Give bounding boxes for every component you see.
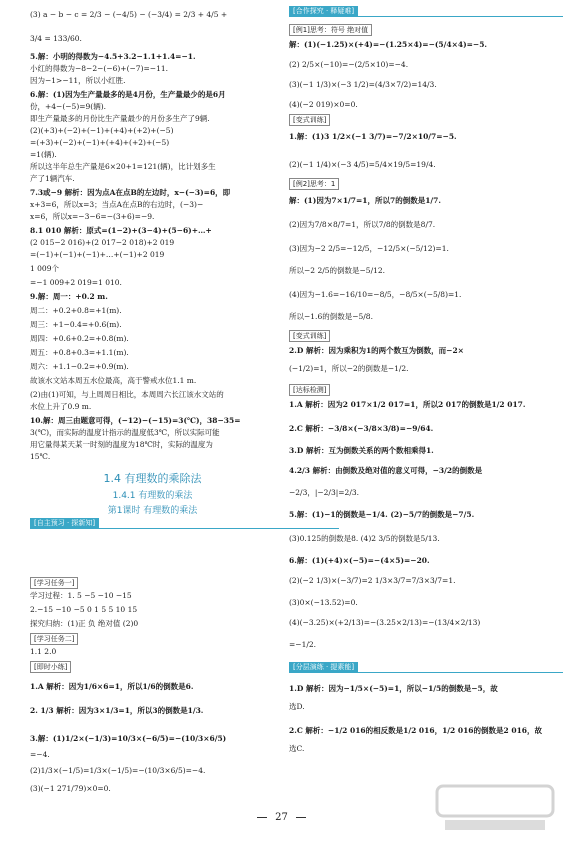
right-line [289, 80, 437, 90]
left-line [30, 633, 78, 645]
left-line [30, 376, 196, 386]
line-text: 3/4 = 133/60. [30, 34, 82, 43]
line-text: =−1 009+2 019=1 010. [30, 278, 122, 287]
right-line [289, 178, 339, 190]
line-text: 学习过程：1. 5 −5 −10 −15 [30, 591, 132, 600]
right-line [289, 114, 330, 126]
line-text: 2.C 解析：−3/8×(−3/8×3/8)=−9/64. [289, 424, 434, 433]
right-line [289, 488, 359, 498]
line-text: (−1/2)=1，所以−2的倒数是−1/2. [289, 364, 409, 373]
line-text: 3.解：(1)1/2×(−1/3)=10/3×(−6/5)=−(10/3×6/5) [30, 734, 227, 743]
line-text: (2)(+3)+(−2)+(−1)+(+4)+(+2)+(−5) [30, 126, 174, 135]
right-line [289, 132, 457, 142]
left-line [30, 64, 168, 74]
right-line [289, 384, 330, 396]
right-line [289, 744, 304, 754]
line-text: [例1]思考：符号 绝对值 [293, 26, 369, 34]
line-text: 所以这半年总生产量是6×20+1=121(辆)，比计划多生 [30, 162, 216, 171]
left-line [30, 150, 57, 160]
line-text: 即生产量最多的月份比生产量最少的月份多生产了9辆. [30, 114, 210, 123]
line-text: (2)1/3×(−1/5)=1/3×(−1/5)=−(10/3×6/5)=−4. [30, 766, 206, 775]
line-text: 周六：+1.1−0.2=+0.9(m). [30, 362, 129, 371]
section-tag-preview: [自主预习 · 探新知] [30, 518, 99, 529]
line-text: 水位上升了0.9 m. [30, 402, 92, 411]
line-text: 6.解：(1)(+4)×(−5)=−(4×5)=−20. [289, 556, 430, 565]
left-line [30, 577, 78, 589]
right-line [289, 424, 433, 434]
line-text: 1 009个 [30, 264, 59, 273]
line-text: (2)因为7/8×8/7=1，所以7/8的倒数是8/7. [289, 220, 436, 229]
right-line [289, 60, 408, 70]
left-line [30, 278, 122, 288]
left-line [30, 264, 59, 274]
left-line [30, 784, 111, 794]
left-line [30, 440, 213, 450]
line-text: 3(℃)，而实际的温度计指示的温度低3℃，所以实际可能 [30, 428, 220, 437]
line-text: =−4. [30, 750, 50, 759]
line-text: 探究归纳：(1)正 负 绝对值 (2)0 [30, 619, 139, 628]
left-line [30, 390, 224, 400]
left-line [30, 250, 164, 260]
line-text: 周五：+0.8+0.3=+1.1(m). [30, 348, 129, 357]
line-text: 1.D 解析：因为−1/5×(−5)=1，所以−1/5的倒数是−5，故 [289, 684, 498, 693]
line-text: [学习任务二] [34, 635, 75, 643]
line-text: (3)(−1 1/3)×(−3 1/2)=(4/3×7/2)=14/3. [289, 80, 437, 89]
line-text: [例2]思考：1 [293, 180, 336, 188]
line-text: 2.D 解析：因为乘积为1的两个数互为倒数，而−2× [289, 346, 464, 355]
left-line [30, 428, 220, 438]
line-text: (4)(−3.25)×(+2/13)=−(3.25×2/13)=−(13/4×2/13) [289, 618, 481, 627]
line-text: 2.−15 −10 −5 0 1 5 5 10 15 [30, 605, 138, 614]
line-text: 6.解：(1)因为生产量最多的是4月份，生产量最少的是6月 [30, 90, 226, 99]
line-text: 周二：+0.2+0.8=+1(m). [30, 306, 122, 315]
left-line [30, 10, 227, 20]
right-line [289, 244, 449, 254]
right-line [289, 534, 440, 544]
left-line [30, 226, 212, 236]
left-line [30, 102, 106, 112]
section-tag-cooperative: [合作探究 · 释疑难] [289, 6, 358, 17]
right-line [289, 466, 482, 476]
line-text: (3)(−1 271/79)×0=0. [30, 784, 111, 793]
line-text: 因为−1>−11，所以小红胜. [30, 76, 126, 85]
left-line [30, 212, 154, 222]
left-line [30, 238, 174, 248]
right-line [289, 220, 435, 230]
left-line [30, 52, 196, 62]
lesson-title: 1.4 有理数的乘除法 [103, 472, 202, 485]
line-text: 产了1辆汽车. [30, 174, 75, 183]
right-line [289, 556, 430, 566]
line-text: x+3=6，所以x=3；当点A在点B的右边时，(−3)− [30, 200, 204, 209]
left-line [30, 90, 226, 100]
left-line [30, 138, 169, 148]
line-text: =(−1)+(−1)+(−1)+…+(−1)+2 019 [30, 250, 165, 259]
line-text: 选C. [289, 744, 305, 753]
left-line [30, 605, 137, 615]
right-line [289, 24, 372, 36]
left-line [30, 661, 71, 673]
line-text: 所以−2 2/5的倒数是−5/12. [289, 266, 386, 275]
line-text: (4)因为−1.6=−16/10=−8/5，−8/5×(−5/8)=1. [289, 290, 462, 299]
right-line [289, 40, 487, 50]
left-column [30, 0, 275, 812]
right-line [289, 160, 436, 170]
left-line [30, 452, 50, 462]
left-line [30, 188, 230, 198]
line-text: 5.解：(1)−1的倒数是−1/4. (2)−5/7的倒数是−7/5. [289, 510, 475, 519]
left-line [30, 126, 174, 136]
line-text: 1.A 解析：因为2 017×1/2 017=1，所以2 017的倒数是1/2 017. [289, 400, 526, 409]
line-text: 9.解：周一：+0.2 m. [30, 292, 108, 301]
left-line [30, 306, 122, 316]
line-text: (2) 2/5×(−10)=−(2/5×10)=−4. [289, 60, 409, 69]
left-line [30, 402, 91, 412]
right-line [289, 684, 498, 694]
subsection-title: 1.4.1 有理数的乘法 [112, 491, 193, 501]
line-text: 2. 1/3 解析：因为3×1/3=1，所以3的倒数是1/3. [30, 706, 204, 715]
watermark-logo [435, 784, 555, 834]
line-text: 4.2/3 解析：由倒数及绝对值的意义可得，−3/2的倒数是 [289, 466, 483, 475]
line-text: 解：(1)因为7×1/7=1，所以7的倒数是1/7. [289, 196, 442, 205]
left-line [30, 750, 50, 760]
left-line [30, 174, 75, 184]
left-line [30, 591, 132, 601]
line-text: 7.3或−9 解析：因为点A在点B的左边时，x−(−3)=6，即 [30, 188, 231, 197]
line-text: [变式训练] [293, 116, 327, 124]
left-line [30, 362, 129, 372]
line-text: 用它量得某天某一时刻的温度为18℃时，实际的温度为 [30, 440, 213, 449]
left-line [30, 34, 82, 44]
left-line [30, 320, 122, 330]
left-line [30, 619, 138, 629]
line-text: 5.解：小明的得数为−4.5+3.2−1.1+1.4=−1. [30, 52, 196, 61]
right-line [289, 290, 461, 300]
line-text: [学习任务一] [34, 579, 75, 587]
right-line [289, 446, 434, 456]
left-line [30, 647, 56, 657]
right-line [289, 100, 358, 110]
right-line [289, 726, 542, 736]
line-text: x=6，所以x=−3−6=−(3+6)=−9. [30, 212, 155, 221]
right-line [289, 598, 358, 608]
line-text: 解：(1)(−1.25)×(+4)=−(1.25×4)=−(5/4×4)=−5. [289, 40, 488, 49]
line-text: (4)(−2 019)×0=0. [289, 100, 358, 109]
line-text: 10.解：周三由题意可得，(−12)−(−15)=3(℃)，38−35= [30, 416, 241, 425]
right-line [289, 196, 441, 206]
left-line [30, 682, 193, 692]
line-text: 8.1 010 解析：原式=(1−2)+(3−4)+(5−6)+…+ [30, 226, 212, 235]
line-text: (3)0×(−13.52)=0. [289, 598, 358, 607]
line-text: [达标检测] [293, 386, 327, 394]
page-number: 27 [0, 812, 563, 823]
line-text: 1.1 2.0 [30, 647, 57, 656]
left-line [30, 162, 216, 172]
line-text: 3.D 解析：互为倒数关系的两个数相乘得1. [289, 446, 434, 455]
right-line [289, 640, 316, 650]
line-text: (3)0.125的倒数是8. (4)2 3/5的倒数是5/13. [289, 534, 440, 543]
line-text: =(+3)+(−2)+(−1)+(+4)+(+2)+(−5) [30, 138, 170, 147]
left-line [30, 734, 226, 744]
line-text: [即时小练] [34, 663, 68, 671]
line-text: (3) a − b − c = 2/3 − (−4/5) − (−3/4) = 2/3 + 4/5 + [30, 10, 228, 19]
left-line [30, 292, 108, 302]
right-line [289, 576, 456, 586]
line-text: 小红的得数为−8−2−(−6)+(−7)=−11. [30, 64, 168, 73]
line-text: 选D. [289, 702, 305, 711]
line-text: (2)(−2 1/3)×(−3/7)=2 1/3×3/7=7/3×3/7=1. [289, 576, 456, 585]
left-line [30, 334, 129, 344]
line-text: 故该水文站本周五水位最高，高于警戒水位1.1 m. [30, 376, 197, 385]
left-line [30, 416, 241, 426]
line-text: =1(辆). [30, 150, 57, 159]
line-text: 份，+4−(−5)=9(辆). [30, 102, 107, 111]
right-line [289, 312, 373, 322]
right-column [289, 0, 547, 812]
line-text: (2)(−1 1/4)×(−3 4/5)=5/4×19/5=19/4. [289, 160, 436, 169]
left-line [30, 114, 210, 124]
line-text: (2 015−2 016)+(2 017−2 018)+2 019 [30, 238, 175, 247]
line-text: 周三：+1−0.4=+0.6(m). [30, 320, 122, 329]
line-text: 1.解：(1)3 1/2×(−1 3/7)=−7/2×10/7=−5. [289, 132, 457, 141]
line-text: 周四：+0.6+0.2=+0.8(m). [30, 334, 129, 343]
line-text: 2.C 解析：−1/2 016的相反数是1/2 016，1/2 016的倒数是2 016，故 [289, 726, 543, 735]
right-line [289, 702, 305, 712]
line-text: (3)因为−2 2/5=−12/5，−12/5×(−5/12)=1. [289, 244, 449, 253]
right-line [289, 346, 464, 356]
left-line [30, 200, 203, 210]
line-text: (2)由(1)可知，与上周周日相比，本周周六长江该水文站的 [30, 390, 224, 399]
line-text: [变式训练] [293, 332, 327, 340]
left-line [30, 76, 126, 86]
line-text: −2/3，|−2/3|=2/3. [289, 488, 360, 497]
line-text: 所以−1.6的倒数是−5/8. [289, 312, 373, 321]
right-line [289, 400, 526, 410]
period-title: 第1课时 有理数的乘法 [107, 506, 198, 516]
right-line [289, 618, 480, 628]
right-line [289, 330, 330, 342]
line-text: 15℃. [30, 452, 51, 461]
right-line [289, 266, 385, 276]
line-text: 1.A 解析：因为1/6×6=1，所以1/6的倒数是6. [30, 682, 194, 691]
line-text: =−1/2. [289, 640, 317, 649]
left-line [30, 706, 203, 716]
section-tag-practice: [分层演练 · 提素能] [289, 662, 358, 673]
right-line [289, 364, 409, 374]
left-line [30, 348, 129, 358]
left-line [30, 766, 205, 776]
